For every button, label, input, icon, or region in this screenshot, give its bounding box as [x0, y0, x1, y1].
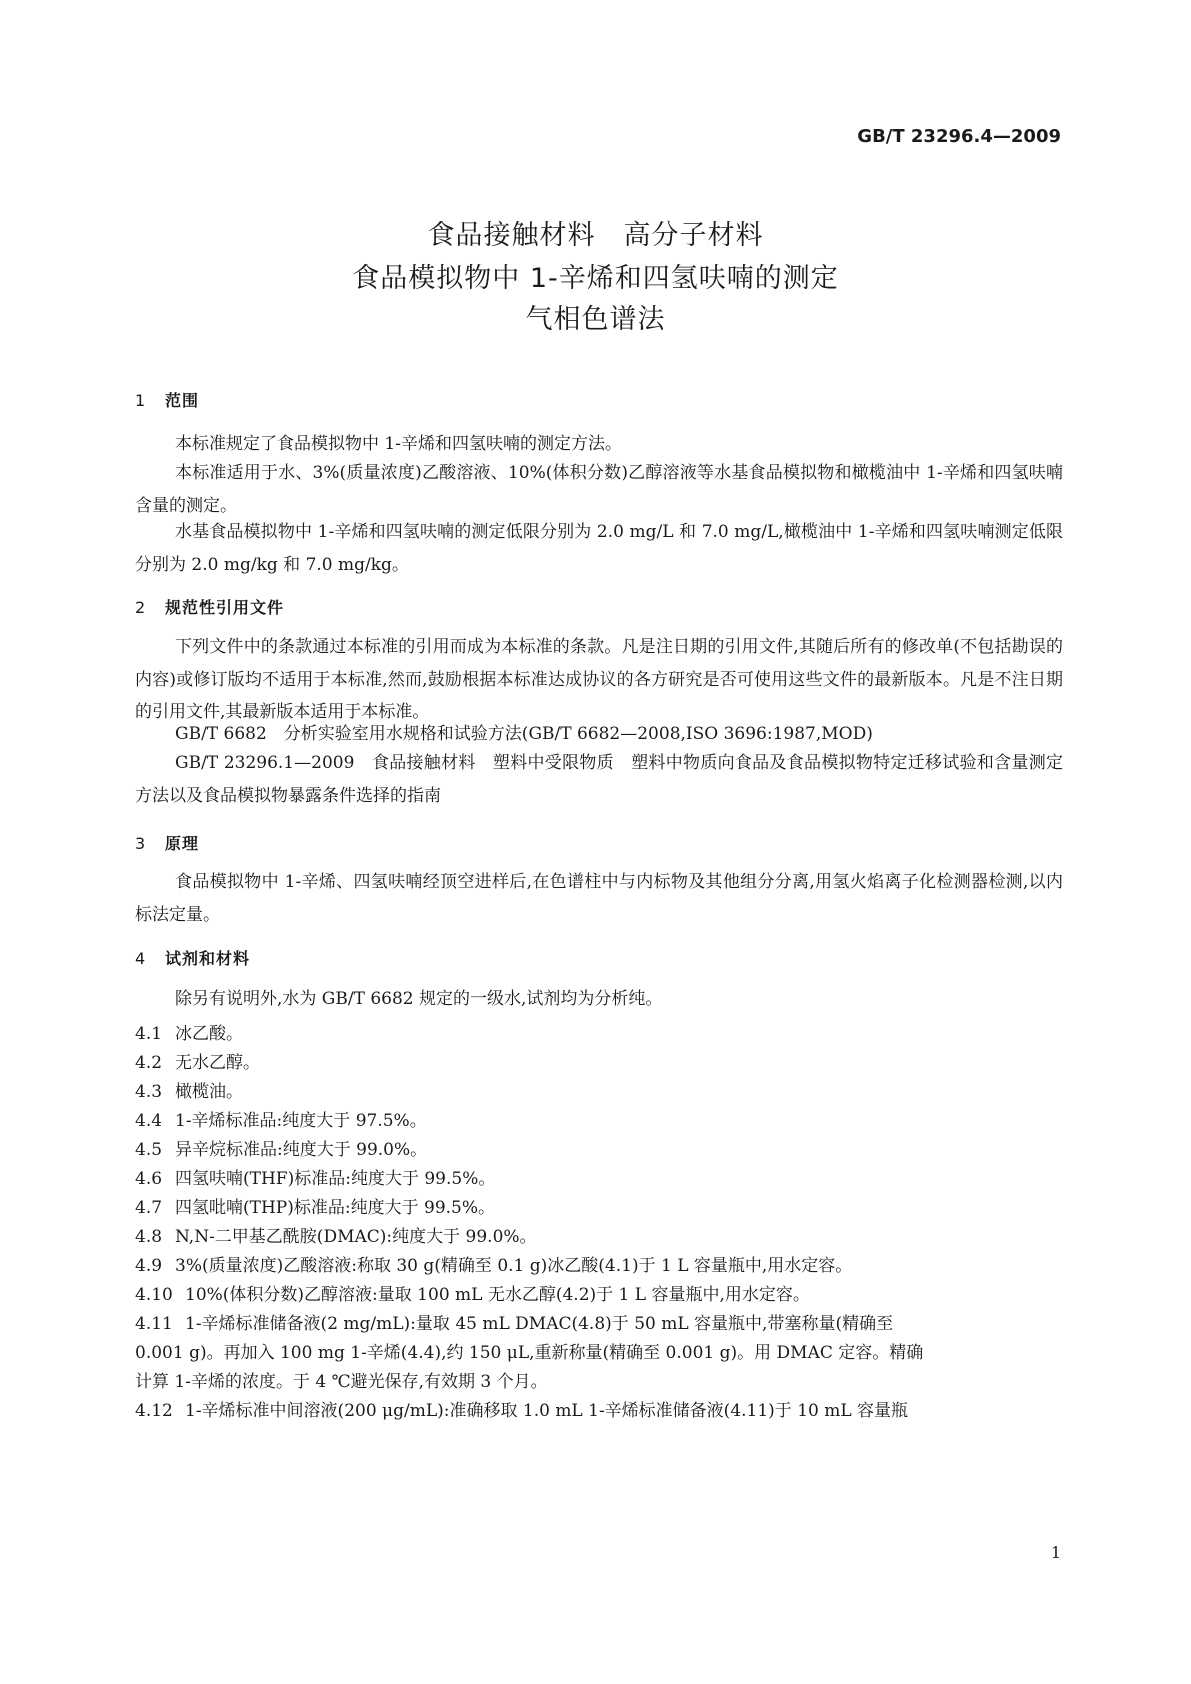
- list-item: [135, 1251, 852, 1276]
- item-number: 4.2: [135, 1053, 163, 1073]
- list-item-continuation: 0.001 g)。再加入 100 mg 1-辛烯(4.4),约 150 μL,重新称量(精确至 0.001 g)。用 DMAC 定容。精确: [135, 1343, 924, 1363]
- list-item: [135, 1309, 893, 1334]
- list-item: [135, 1048, 260, 1073]
- item-text: N,N-二甲基乙酰胺(DMAC):纯度大于 99.0%。: [175, 1227, 537, 1247]
- section-3-paragraph-1: 食品模拟物中 1-辛烯、四氢呋喃经顶空进样后,在色谱柱中与内标物及其他组分分离,用氢火焰离子化检测器检测,以内标法定量。: [135, 872, 1063, 925]
- item-text: 冰乙酸。: [175, 1024, 243, 1044]
- list-item: [135, 1193, 495, 1218]
- reference-gb-t-23296-1: GB/T 23296.1—2009 食品接触材料 塑料中受限物质 塑料中物质向食品及食品模拟物特定迁移试验和含量测定方法以及食品模拟物暴露条件选择的指南: [135, 753, 1063, 806]
- item-text: 1-辛烯标准中间溶液(200 μg/mL):准确移取 1.0 mL 1-辛烯标准储备液(4.11)于 10 mL 容量瓶: [185, 1401, 909, 1421]
- title-line-1: 食品接触材料 高分子材料: [427, 220, 764, 251]
- section-title: 范围: [165, 391, 200, 410]
- list-item: [135, 1280, 810, 1305]
- section-number: 1: [135, 391, 147, 410]
- list-item: [135, 1222, 537, 1247]
- list-item: [135, 1396, 908, 1421]
- item-number: 4.5: [135, 1140, 163, 1160]
- section-title: 原理: [165, 834, 200, 853]
- section-2-paragraph-1: 下列文件中的条款通过本标准的引用而成为本标准的条款。凡是注日期的引用文件,其随后所有的修改单(不包括勘误的内容)或修订版均不适用于本标准,然而,鼓励根据本标准达成协议的各方研究是否可使用这些文件的最新版本。凡是不注日期的引用文件,其最新版本适用于本标准。: [135, 637, 1063, 722]
- section-number: 4: [135, 949, 147, 968]
- section-4-heading: [135, 946, 250, 969]
- item-text: 1-辛烯标准储备液(2 mg/mL):量取 45 mL DMAC(4.8)于 50 mL 容量瓶中,带塞称量(精确至: [185, 1314, 894, 1334]
- list-item: [135, 1135, 427, 1160]
- item-number: 4.4: [135, 1111, 163, 1131]
- section-1-paragraph-2: 本标准适用于水、3%(质量浓度)乙酸溶液、10%(体积分数)乙醇溶液等水基食品模拟物和橄榄油中 1-辛烯和四氢呋喃含量的测定。: [135, 463, 1063, 516]
- section-number: 3: [135, 834, 147, 853]
- page-number: 1: [1050, 1543, 1061, 1562]
- item-number: 4.12: [135, 1401, 173, 1421]
- item-number: 4.3: [135, 1082, 163, 1102]
- standard-code: GB/T 23296.4—2009: [857, 126, 1061, 147]
- reference-gb-t-6682: GB/T 6682 分析实验室用水规格和试验方法(GB/T 6682—2008,ISO 3696:1987,MOD): [175, 724, 873, 744]
- item-text: 四氢呋喃(THF)标准品:纯度大于 99.5%。: [175, 1169, 496, 1189]
- item-number: 4.1: [135, 1024, 163, 1044]
- item-number: 4.9: [135, 1256, 163, 1276]
- title-line-3: 气相色谱法: [525, 304, 666, 335]
- item-text: 四氢吡喃(THP)标准品:纯度大于 99.5%。: [175, 1198, 496, 1218]
- item-text: 橄榄油。: [175, 1082, 243, 1102]
- item-text: 10%(体积分数)乙醇溶液:量取 100 mL 无水乙醇(4.2)于 1 L 容量瓶中,用水定容。: [185, 1285, 810, 1305]
- list-item: [135, 1019, 243, 1044]
- section-1-paragraph-3: 水基食品模拟物中 1-辛烯和四氢呋喃的测定低限分别为 2.0 mg/L 和 7.0 mg/L,橄榄油中 1-辛烯和四氢呋喃测定低限分别为 2.0 mg/kg 和 7.0 mg/kg。: [135, 522, 1063, 575]
- section-title: 规范性引用文件: [165, 598, 285, 617]
- item-text: 3%(质量浓度)乙酸溶液:称取 30 g(精确至 0.1 g)冰乙酸(4.1)于 1 L 容量瓶中,用水定容。: [175, 1256, 853, 1276]
- item-number: 4.6: [135, 1169, 163, 1189]
- section-3-heading: [135, 831, 199, 854]
- section-title: 试剂和材料: [165, 949, 251, 968]
- item-number: 4.8: [135, 1227, 163, 1247]
- item-text: 异辛烷标准品:纯度大于 99.0%。: [175, 1140, 428, 1160]
- title-line-2: 食品模拟物中 1-辛烯和四氢呋喃的测定: [352, 263, 839, 294]
- item-text: 1-辛烯标准品:纯度大于 97.5%。: [175, 1111, 427, 1131]
- item-number: 4.7: [135, 1198, 163, 1218]
- section-4-intro: 除另有说明外,水为 GB/T 6682 规定的一级水,试剂均为分析纯。: [175, 989, 663, 1009]
- list-item: [135, 1164, 495, 1189]
- list-item: [135, 1077, 243, 1102]
- section-1-paragraph-1: 本标准规定了食品模拟物中 1-辛烯和四氢呋喃的测定方法。: [175, 434, 622, 454]
- section-1-heading: [135, 388, 199, 411]
- list-item-continuation: 计算 1-辛烯的浓度。于 4 ℃避光保存,有效期 3 个月。: [135, 1372, 548, 1392]
- item-number: 4.10: [135, 1285, 173, 1305]
- list-item: [135, 1106, 427, 1131]
- section-number: 2: [135, 598, 147, 617]
- section-2-heading: [135, 595, 284, 618]
- item-text: 无水乙醇。: [175, 1053, 260, 1073]
- item-number: 4.11: [135, 1314, 173, 1334]
